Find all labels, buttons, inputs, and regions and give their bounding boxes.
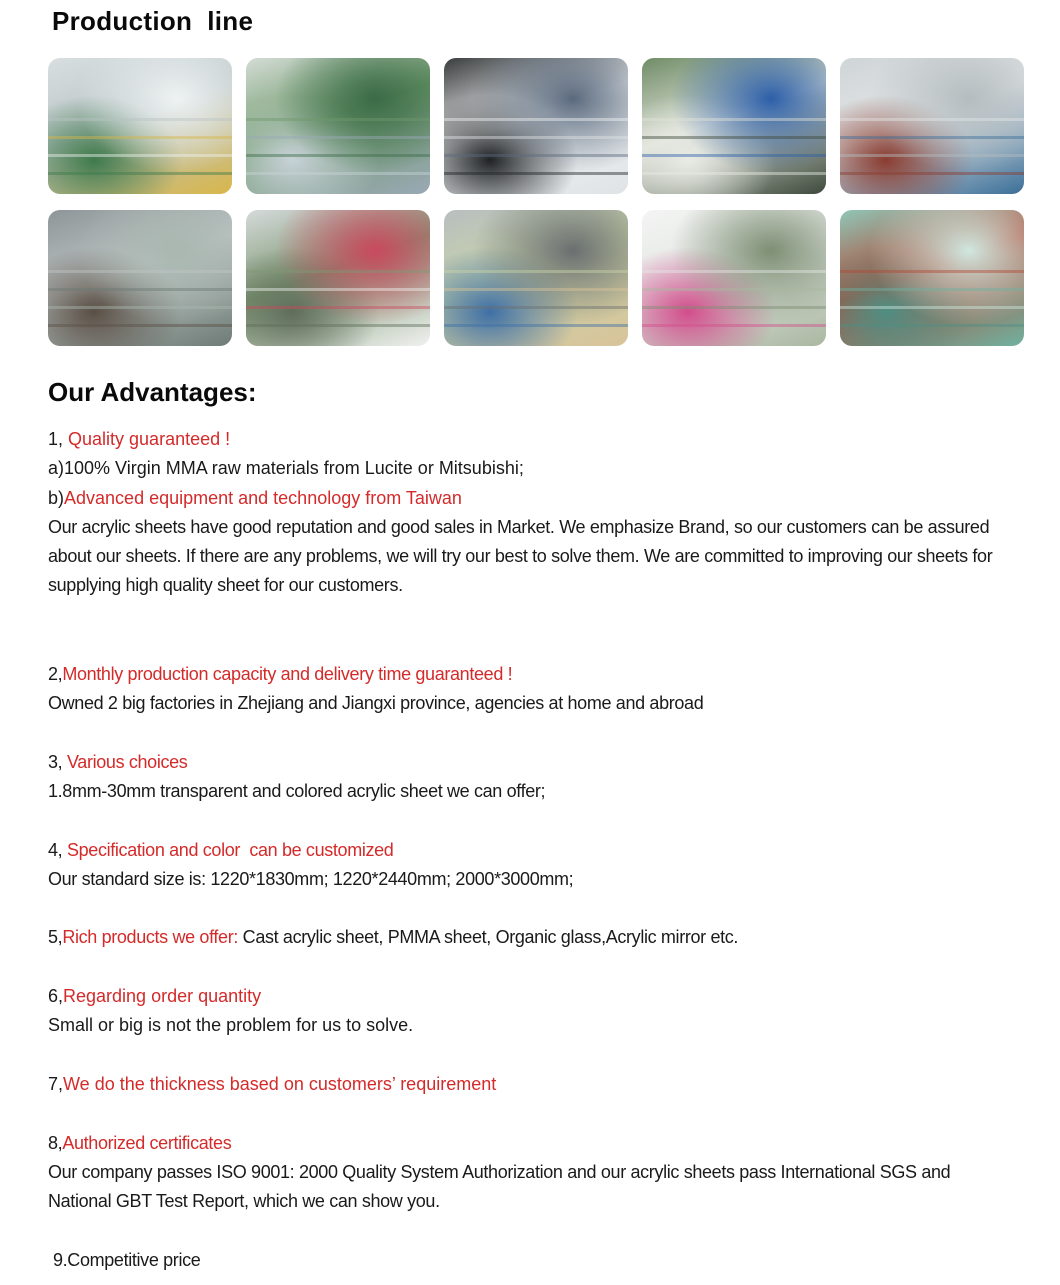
- photo-reactor-tanks: [840, 58, 1024, 194]
- photo-vacuum-lifter: [246, 210, 430, 346]
- photo-detail: [48, 306, 232, 309]
- sub-b-text: Advanced equipment and technology from Taiwan: [64, 487, 462, 508]
- spacer: [48, 894, 1028, 923]
- photo-detail: [444, 306, 628, 309]
- photo-detail: [840, 136, 1024, 139]
- spacer: [48, 953, 1028, 982]
- advantage-9-line: 9.Competitive price: [53, 1249, 201, 1270]
- photo-detail: [444, 154, 628, 157]
- advantages-list: [48, 425, 1028, 1275]
- advantage-1-heading: [48, 425, 1028, 454]
- advantage-number: 5,: [48, 927, 63, 948]
- photo-detail: [48, 270, 232, 273]
- advantage-8-heading: [48, 1129, 1028, 1158]
- photo-detail: [642, 270, 826, 273]
- photo-detail: [48, 172, 232, 175]
- photo-detail: [840, 118, 1024, 121]
- sub-b-prefix: b): [48, 487, 65, 508]
- photo-detail: [642, 172, 826, 175]
- photo-detail: [246, 324, 430, 327]
- photo-sheet-casting-line: [48, 58, 232, 194]
- photo-detail: [444, 324, 628, 327]
- advantage-5-line: [48, 923, 1028, 952]
- photo-detail: [444, 172, 628, 175]
- photo-detail: [444, 270, 628, 273]
- advantage-title: We do the thickness based on customers’ requirement: [63, 1073, 497, 1094]
- production-photo-gallery: [48, 58, 1028, 362]
- advantage-4-heading: [48, 836, 1028, 865]
- advantage-number: 1,: [48, 429, 69, 449]
- advantage-number: 6,: [48, 986, 64, 1007]
- gallery-row-1: [48, 58, 1028, 194]
- advantage-1-body: Our acrylic sheets have good reputation and good sales in Market. We emphasize Brand, so our customers can be assured about our sheets. If there are any problems, we will try our best to solve them. We are committed to improving our sheets for supplying high quality sheet for our customers.: [48, 516, 993, 596]
- photo-detail: [840, 288, 1024, 291]
- photo-detail: [642, 136, 826, 139]
- advantage-5-products: Cast acrylic sheet, PMMA sheet, Organic glass,Acrylic mirror etc.: [242, 927, 739, 948]
- advantage-7-heading: [48, 1070, 1028, 1099]
- photo-detail: [840, 270, 1024, 273]
- photo-detail: [246, 118, 430, 121]
- photo-detail: [246, 154, 430, 157]
- advantage-1-sub-a: [48, 454, 1028, 483]
- photo-handling-table: [444, 210, 628, 346]
- photo-detail: [48, 136, 232, 139]
- spacer: [48, 601, 1028, 660]
- advantage-6-body: Small or big is not the problem for us to solve.: [48, 1015, 414, 1036]
- advantage-number: 8,: [48, 1132, 63, 1153]
- photo-detail: [642, 288, 826, 291]
- advantage-title: Authorized certificates: [62, 1132, 232, 1153]
- photo-detail: [840, 154, 1024, 157]
- photo-detail: [642, 154, 826, 157]
- photo-detail: [48, 118, 232, 121]
- advantage-title: Regarding order quantity: [63, 986, 262, 1007]
- advantage-3-body: 1.8mm-30mm transparent and colored acrylic sheet we can offer;: [48, 780, 546, 801]
- advantage-2-heading: [48, 660, 1028, 689]
- advantage-number: 2,: [48, 663, 63, 684]
- photo-detail: [444, 288, 628, 291]
- photo-detail: [246, 172, 430, 175]
- gallery-row-2: [48, 210, 1028, 346]
- spacer: [48, 718, 1028, 747]
- photo-detail: [840, 172, 1024, 175]
- advantage-title: Specification and color can be customized: [66, 839, 394, 860]
- sub-a-text: 100% Virgin MMA raw materials from Lucite or Mitsubishi;: [64, 458, 524, 479]
- photo-detail: [444, 118, 628, 121]
- advantage-title: Various choices: [66, 751, 188, 772]
- photo-detail: [642, 118, 826, 121]
- photo-detail: [48, 324, 232, 327]
- photo-detail: [444, 136, 628, 139]
- photo-detail: [246, 136, 430, 139]
- photo-detail: [246, 288, 430, 291]
- photo-bright-conveyor: [642, 210, 826, 346]
- photo-detail: [840, 306, 1024, 309]
- advantage-3-heading: [48, 748, 1028, 777]
- photo-detail: [840, 324, 1024, 327]
- photo-detail: [246, 270, 430, 273]
- photo-detail: [246, 306, 430, 309]
- photo-curing-rack: [48, 210, 232, 346]
- advantage-number: 3,: [48, 751, 67, 772]
- advantage-1-sub-b: [48, 484, 1028, 513]
- advantage-4-body: Our standard size is: 1220*1830mm; 1220*2440mm; 2000*3000mm;: [48, 868, 574, 889]
- spacer: [48, 1216, 1028, 1245]
- advantage-8-body: Our company passes ISO 9001: 2000 Quality System Authorization and our acrylic sheets pass International SGS and National GBT Test Report, which we can show you.: [48, 1161, 951, 1212]
- photo-drying-rack: [840, 210, 1024, 346]
- production-line-title: Production line: [52, 6, 254, 36]
- sub-a-prefix: a): [48, 458, 65, 479]
- photo-detail: [48, 288, 232, 291]
- photo-detail: [642, 306, 826, 309]
- photo-roller-conveyor: [642, 58, 826, 194]
- advantage-2-body: Owned 2 big factories in Zhejiang and Jiangxi province, agencies at home and abroad: [48, 693, 704, 714]
- advantage-number: 7,: [48, 1073, 64, 1094]
- spacer: [48, 1041, 1028, 1070]
- advantage-title: Monthly production capacity and delivery time guaranteed !: [62, 663, 513, 684]
- advantage-title: Quality guaranteed !: [68, 429, 231, 449]
- spacer: [48, 1099, 1028, 1128]
- spacer: [48, 806, 1028, 835]
- photo-detail: [48, 154, 232, 157]
- advantages-title: Our Advantages:: [48, 377, 257, 407]
- advantage-6-heading: [48, 982, 1028, 1011]
- photo-detail: [642, 324, 826, 327]
- photo-glass-mold-assembly: [246, 58, 430, 194]
- advantage-title: Rich products we offer:: [62, 927, 243, 948]
- photo-white-sheet-inspection: [444, 58, 628, 194]
- advantage-number: 4,: [48, 839, 67, 860]
